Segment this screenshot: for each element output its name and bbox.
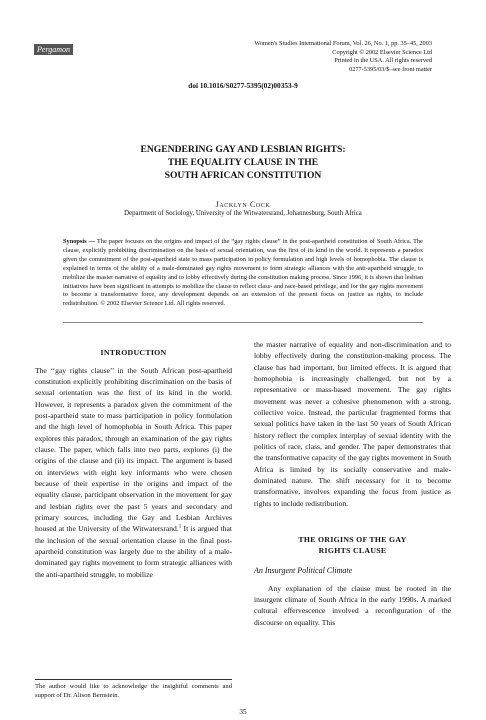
article-title — [60, 143, 426, 182]
right-column — [254, 339, 451, 628]
author-affiliation: Department of Sociology, University of the Witwatersrand, Johannesburg, South Africa — [124, 210, 362, 217]
abstract-label: Synopsis — — [63, 238, 96, 245]
page-number: 35 — [239, 708, 247, 716]
origins-paragraph-1: Any explanation of the clause must be rooted in the insurgent climate of South Africa in the early 1990s. A marked cultural effervescence involved a reconfiguration of the discourse on equality. This — [254, 583, 451, 627]
journal-info — [172, 40, 432, 74]
abstract-divider — [63, 322, 423, 323]
intro-text-a: The ‘‘gay rights clause’’ in the South African post-apartheid constitution explicitly prohibiting discrimination on the basis of sexual orientation was the first of its kind in the world. However, it represents a paradox given the commitment of the post-apartheid state to mass participation in policy formulation and the high level of homophobia in South Africa. This paper explores this paradox, through an examination of the gay rights clause. The paper, which falls into two parts, explores (i) the origins of the clause and (ii) its impact. The argument is based on interviews with eight key informants who were chosen because of their expertise in the origins and impact of the equality clause, participant observation in the movement for gay and lesbian rights over the past 5 years and secondary and primary sources, including the Gay and Lesbian Archives housed at the University of the Witwatersrand. — [35, 365, 232, 534]
title-line-2: THE EQUALITY CLAUSE IN THE — [167, 157, 319, 168]
footnote: The author would like to acknowledge the insightful comments and support of Dr. Alison Bernstein. — [35, 683, 232, 700]
doi: doi 10.1016/S0277-5395(02)00353-9 — [188, 81, 298, 90]
intro-paragraph-1 — [35, 365, 232, 581]
copyright-line: Copyright © 2002 Elsevier Science Ltd — [332, 48, 432, 56]
publisher-logo: Pergamon — [34, 44, 73, 55]
title-line-3: SOUTH AFRICAN CONSTITUTION — [164, 170, 322, 181]
intro-heading: INTRODUCTION — [100, 348, 167, 357]
intro-text-b: It is argued that the inclusion of the sexual orientation clause in the final post-apartheid constitution was largely due to the ability of a male-dominated gay rights movement to form strategic alliances with the anti-apartheid struggle, to mobilize — [35, 524, 232, 579]
origins-subheading: An Insurgent Political Climate — [254, 566, 353, 576]
title-line-1: ENGENDERING GAY AND LESBIAN RIGHTS: — [140, 144, 346, 155]
origins-heading: THE ORIGINS OF THE GAY RIGHTS CLAUSE — [298, 535, 407, 555]
left-column — [35, 348, 232, 580]
abstract-text: The paper focuses on the origins and impact of the “gay rights clause” in the post-apartheid constitution of South Africa. The clause, explicitly prohibiting discrimination on the basis of sexual orientation, was the first of its kind in the world. It represents a paradox given the commitment of the post-apartheid state to mass participation in policy formulation and high levels of homophobia. The clause is explained in terms of the ability of a male-dominated gay rights movement to form strategic alliances with the anti-apartheid struggle, to mobilize the master narrative of equality and to lobby effectively during the constitution making process. Since 1996, it is shown that lesbian initiatives have been significant in attempts to mobilize the clause to reflect class- and race-based privilege, and for the gay rights movement to become a transformative force, any development depends on an extension of the present focus on justice as rights, to include redistribution. © 2002 Elsevier Science Ltd. All rights reserved. — [63, 238, 423, 308]
abstract — [63, 238, 423, 309]
issn-line: 0277-5395/03/$–see front matter — [349, 65, 432, 73]
footnote-mark[interactable]: 1 — [178, 524, 182, 530]
author-name: Jacklyn Cock — [215, 200, 271, 209]
printed-line: Printed in the USA. All rights reserved — [334, 57, 432, 65]
journal-citation: Women's Studies International Forum, Vol. 26, No. 1, pp. 35–45, 2003 — [254, 40, 432, 47]
footnote-divider — [35, 679, 232, 680]
intro-paragraph-2: the master narrative of equality and non-discrimination and to lobby effectively during the constitution-making process. The clause has had important, but limited effects. It is argued that homophobia is increasingly challenged, but not by a representative or mass-based movement. The gay rights movement was never a cohesive phenomenon with a strong, collective voice. Instead, the particular fragmented forms that sexual politics have taken in the last 50 years of South African history reflect the complex interplay of sexual identity with the politics of race, class, and gender. The paper demonstrates that the transformative capacity of the gay rights movement in South Africa is limited by its socially conservative and male-dominated nature. The shift necessary for it to become transformative, involves expanding the focus from justice as rights to include redistribution. — [254, 340, 451, 508]
